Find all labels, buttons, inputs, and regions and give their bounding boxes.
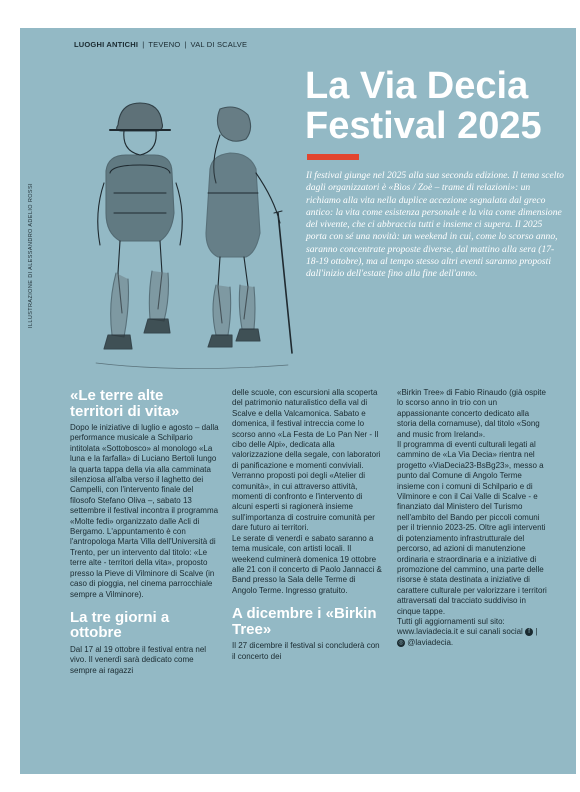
facebook-icon[interactable]: f	[525, 628, 533, 636]
section-header: LUOGHI ANTICHI | TEVENO | VAL DI SCALVE	[74, 40, 248, 49]
col3-body-c: Tutti gli aggiornamenti sul sito: www.laviadecia.it e sui canali social f | ◎ @laviadecia.	[397, 616, 538, 647]
page-title	[305, 66, 575, 146]
instagram-icon[interactable]: ◎	[398, 639, 404, 646]
col2-body-b: Le serate di venerdì e sabato saranno a tema musicale, con artisti locali. Il weekend culminerà domenica 19 ottobre alle 21 con il concerto di Paolo Jannacci & Band presso la Sala delle Terme di Angolo Terme. Ingresso gratuito.	[232, 533, 382, 595]
col3-body-b: Il programma di eventi culturali legati al cammino de «La Via Decia» rientra nel progetto «ViaDecia23-BsBg23», messo a punto dal Comune di Angolo Terme insieme con i comuni di Schilpario e di Vilminore e con il Cai Valle di Scalve - e finanziato dal Ministero del Turismo nell'ambito del Bando per piccoli comuni per il triennio 2023-25. Oltre agli interventi di potenziamento infrastrutturale del percorso, ad azioni di manutenzione ordinaria e straordinaria e a iniziative di promozione del cammino, una parte delle risorse è stata destinata a iniziative di carattere culturale per valorizzare i territori attraversati dal tracciato suddiviso in cinque tappe.	[397, 440, 547, 616]
girl-hiker-figure	[206, 107, 292, 353]
heading-tre-giorni: La tre giorni a ottobre	[70, 608, 170, 642]
social-handle[interactable]: @laviadecia.	[407, 637, 454, 647]
col1-body: Dopo le iniziative di luglio e agosto – dalla performance musicale a Schilpario intitolata «Sottobosco» al monologo «La luna e la farfalla» di Luciano Bertoli lungo la quarta tappa della via alla camminata silenziosa all'alba verso il laghetto dei Campelli, con l'intervento finale del filosofo Stefano Oliva –, sabato 13 settembre il festival incontra il programma «Molte fedi» organizzato dalle Acli di Bergamo. L'appuntamento è con l'antropologa Marta Villa dell'Università di Trento, per un intervento dal titolo: «Le terre alte - territori della vita», proposto presso la Pieve di Vilminore di Scalve (in caso di pioggia, nel cinema parrocchiale sempre a Vilminore).	[70, 423, 219, 599]
magazine-page	[20, 28, 576, 774]
intro-paragraph: Il festival giunge nel 2025 alla sua seconda edizione. Il tema scelto dagli organizzatori è «Bìos / Zoè – trame di relazioni»: un richiamo alla vita nella duplice accezione segnalata dal greco antico: la vita come esistenza personale e la vita come dimensione del vivente, che ci abbraccia tutti e insieme ci supera. Il 2025 porta con sé una novità: un weekend in cui, come lo scorso anno, saranno concentrate proposte diverse, dal mattino alla sera (17-18-19 ottobre), ma al tempo stesso altri eventi saranno proposti dall'inizio dell'estate fino alla fine dell'anno.	[306, 170, 564, 280]
title-line-2: Festival 2025	[305, 105, 542, 147]
column-2	[232, 388, 382, 662]
hikers-illustration	[60, 73, 300, 393]
place-val-di-scalve: VAL DI SCALVE	[190, 40, 248, 49]
column-3	[397, 388, 547, 648]
col1-body-2: Dal 17 al 19 ottobre il festival entra nel vivo. Il venerdì sarà dedicato come sempre ai ragazzi	[70, 644, 207, 675]
heading-terre-alte: «Le terre alte territori di vita»	[70, 387, 180, 420]
title-accent-bar	[307, 154, 359, 160]
updates-text: Tutti gli aggiornamenti sul sito: www.laviadecia.it e sui canali social	[397, 616, 523, 637]
title-line-1: La Via Decia	[305, 65, 529, 107]
column-1	[70, 388, 220, 676]
heading-dicembre: A dicembre i «Birkin Tree»	[232, 605, 377, 638]
boy-hiker-figure	[98, 103, 183, 349]
col3-body: «Birkin Tree» di Fabio Rinaudo (già ospite lo scorso anno in trio con un appassionante concerto dedicato alla storia della cornamuse), dal titolo «Song and music from Ireland».	[397, 388, 546, 439]
col2-body-2: Il 27 dicembre il festival si concluderà con il concerto dei	[232, 641, 380, 661]
col2-body: delle scuole, con escursioni alla scoperta del patrimonio naturalistico della val di Scalve e della Valcamonica. Sabato e domenica, il festival intreccia come lo scorso anno «La Festa de Lo Pan Ner - Il cibo delle Alpi», dedicata alla valorizzazione della segale, con laboratori di panificazione e momenti conviviali. Verranno proposti poi degli «Atelier di comunità», in cui attraverso attività, momenti di confronto e l'intervento di alcuni esperti si ragionerà insieme sull'importanza di costruire comunità per dare futuro ai territori.	[232, 388, 381, 533]
place-teveno: TEVENO	[148, 40, 181, 49]
illustration-credit: ILLUSTRAZIONE DI ALESSANDRO ADELIO ROSSI	[28, 183, 34, 328]
section-label: LUOGHI ANTICHI	[74, 40, 139, 49]
